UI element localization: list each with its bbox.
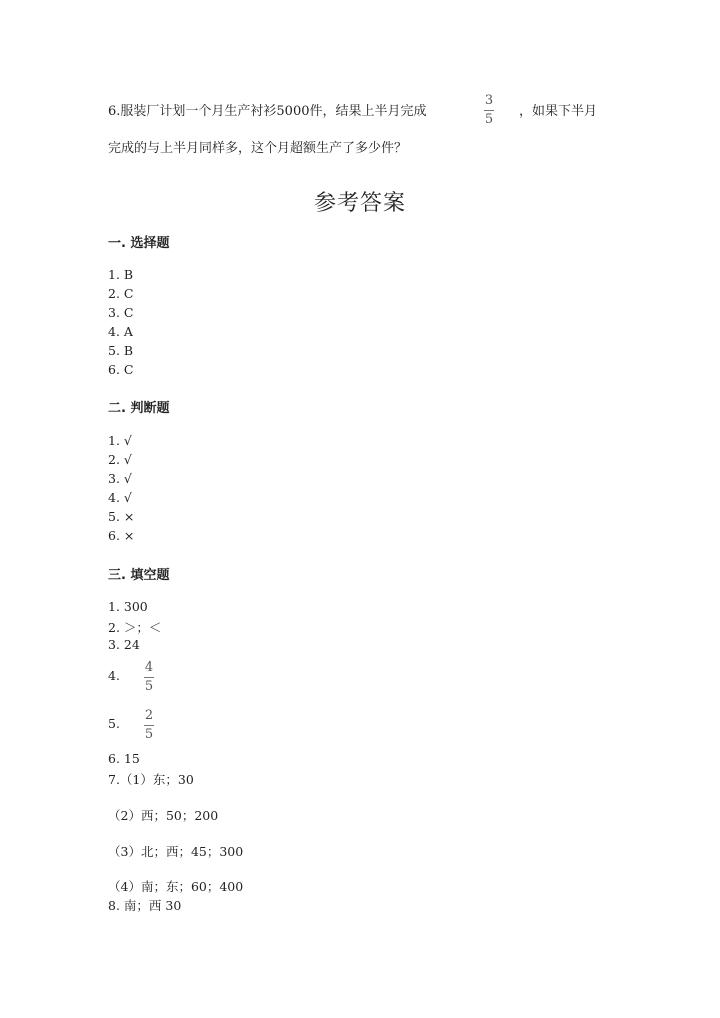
fraction-numerator: 4 — [144, 660, 154, 675]
judge-answer: 4. √ — [108, 490, 132, 505]
choice-answer: 2. C — [108, 286, 134, 301]
fill-answer-sub: （3）北；西；45；300 — [108, 844, 244, 859]
fraction-bar — [144, 677, 154, 678]
judge-answer: 5. × — [108, 509, 135, 524]
question-6-fraction — [484, 94, 494, 127]
judge-answer: 1. √ — [108, 433, 132, 448]
fill-answer-label: 5. — [108, 716, 120, 731]
choice-answer: 3. C — [108, 305, 134, 320]
question-6-line1-end: ，如果下半月 — [519, 104, 598, 119]
fill-answer-label: 4. — [108, 668, 120, 683]
question-6-line1-start: 6.服装厂计划一个月生产衬衫5000件，结果上半月完成 — [108, 104, 427, 119]
judge-answer: 6. × — [108, 528, 135, 543]
judge-answer: 2. √ — [108, 452, 132, 467]
fraction-bar — [144, 725, 154, 726]
judge-answer: 3. √ — [108, 471, 132, 486]
fill-answer: 6. 15 — [108, 751, 140, 766]
fill-answer-sub: （4）南；东；60；400 — [108, 879, 244, 894]
fraction-denominator: 5 — [144, 727, 154, 742]
fill-answer: 1. 300 — [108, 599, 148, 614]
fraction-denominator: 5 — [144, 679, 154, 694]
fraction-numerator: 3 — [484, 93, 494, 108]
fill-answer: 2. ＞；＜ — [108, 620, 162, 635]
choice-answer: 6. C — [108, 362, 134, 377]
question-6-line2: 完成的与上半月同样多，这个月超额生产了多少件？ — [108, 141, 408, 156]
choice-answer: 5. B — [108, 343, 134, 358]
fill-answer: 7.（1）东；30 — [108, 772, 194, 787]
section-heading-choice: 一. 选择题 — [108, 236, 170, 251]
fill-answer-fraction — [144, 661, 154, 694]
fill-answer-fraction — [144, 709, 154, 742]
section-heading-fill: 三. 填空题 — [108, 568, 170, 583]
choice-answer: 4. A — [108, 324, 133, 339]
fraction-numerator: 2 — [144, 708, 154, 723]
choice-answer: 1. B — [108, 267, 134, 282]
fraction-bar — [484, 110, 494, 111]
fraction-denominator: 5 — [484, 112, 494, 127]
answer-title: 参考答案 — [313, 191, 406, 216]
section-heading-judge: 二. 判断题 — [108, 401, 170, 416]
fill-answer: 8. 南；西 30 — [108, 898, 182, 913]
fill-answer-sub: （2）西；50；200 — [108, 808, 219, 823]
fill-answer: 3. 24 — [108, 637, 140, 652]
